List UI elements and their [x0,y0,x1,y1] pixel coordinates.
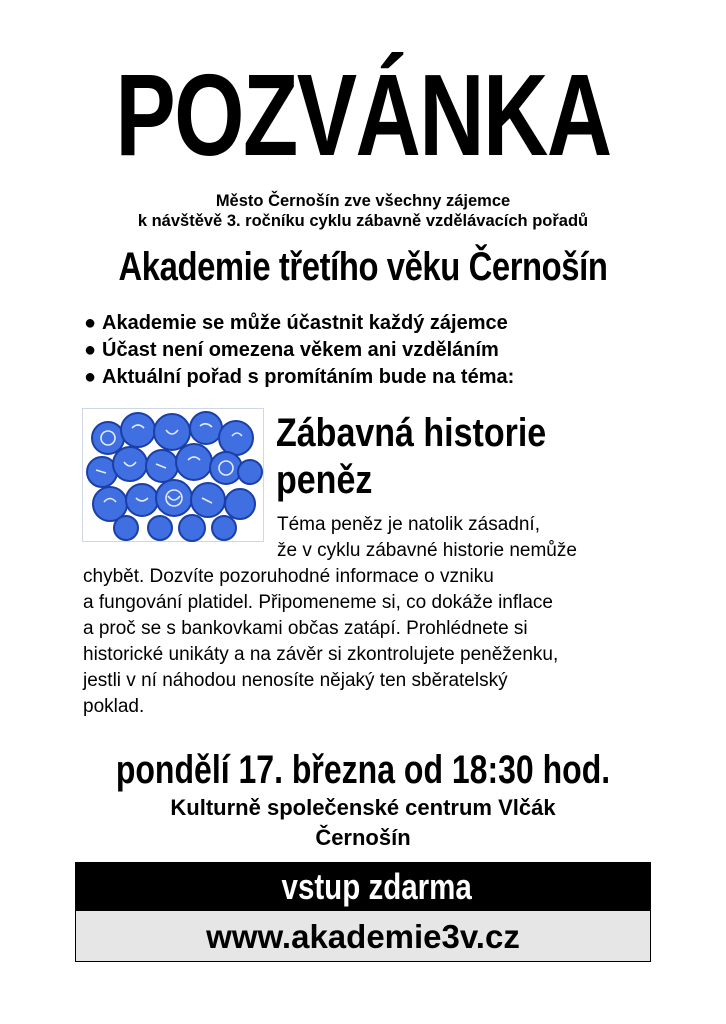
bullet-icon: ● [84,339,97,361]
page-title: POZVÁNKA [115,50,611,180]
topic-line-2: peněz [276,458,373,502]
coins-illustration [82,408,264,542]
bullet-item [84,337,499,363]
description-line: a proč se s bankovkami občas zatápí. Prohlédnete si [83,618,528,639]
website-link[interactable]: www.akademie3v.cz [206,918,520,955]
bullet-text: Aktuální pořad s promítáním bude na téma: [102,366,515,388]
event-date-time: pondělí 17. března od 18:30 hod. [115,748,611,792]
topic-heading [276,410,546,504]
description-line: že v cyklu zábavné historie nemůže [277,540,577,561]
bullet-item [84,364,514,390]
entry-text: vstup zdarma [281,866,472,907]
intro-line-2: k návštěvě 3. ročníku cyklu zábavně vzdělávacích pořadů [137,212,589,230]
bullet-text: Akademie se může účastnit každý zájemce [102,312,508,334]
description-line: a fungování platidel. Připomeneme si, co dokáže inflace [83,592,553,613]
description-line: historické unikáty a na závěr si zkontrolujete peněženku, [83,644,559,665]
description-line: Téma peněz je natolik zásadní, [277,514,540,535]
intro-line-1: Město Černošín zve všechny zájemce [215,192,511,210]
description-line: jestli v ní náhodou nenosíte nějaký ten sběratelský [83,670,508,691]
academy-name: Akademie třetího věku Černošín [118,245,608,289]
venue-line-2: Černošín [315,825,411,850]
description-line: poklad. [83,696,145,717]
bullet-icon: ● [84,312,97,334]
description-line: chybět. Dozvíte pozoruhodné informace o vzniku [83,566,494,587]
bullet-item [84,310,508,336]
bullet-text: Účast není omezena věkem ani vzděláním [102,339,499,361]
venue-line-1: Kulturně společenské centrum Vlčák [170,795,556,820]
bullet-icon: ● [84,366,97,388]
topic-line-1: Zábavná historie [276,411,547,455]
